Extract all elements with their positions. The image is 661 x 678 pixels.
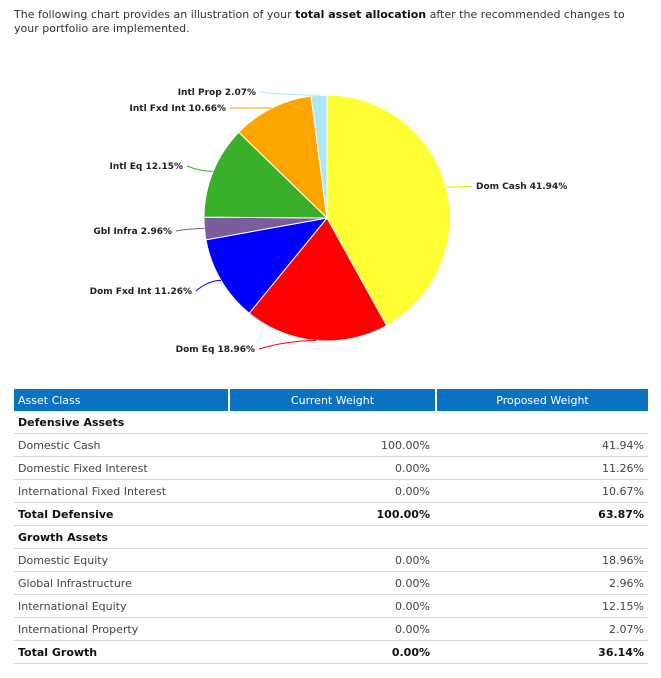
table-row <box>14 480 648 503</box>
table-row <box>14 457 648 480</box>
intro-text <box>14 8 650 36</box>
proposed-weight-cell: 10.67% <box>436 480 648 503</box>
table-header-row <box>14 389 648 411</box>
current-weight-cell: 100.00% <box>229 434 436 457</box>
total-row <box>14 641 648 664</box>
leader-line <box>187 166 213 171</box>
leader-line <box>196 280 221 291</box>
proposed-weight-cell: 36.14% <box>436 641 648 664</box>
proposed-weight-cell: 2.07% <box>436 618 648 641</box>
current-weight-cell: 0.00% <box>229 618 436 641</box>
current-weight-cell: 0.00% <box>229 549 436 572</box>
table-row <box>14 434 648 457</box>
section-row <box>14 411 648 434</box>
leader-line <box>259 341 316 349</box>
current-weight-cell: 0.00% <box>229 480 436 503</box>
intro-before: The following chart provides an illustration of your <box>14 8 296 21</box>
proposed-weight-cell: 12.15% <box>436 595 648 618</box>
asset-class-cell: Defensive Assets <box>14 411 229 434</box>
current-weight-cell: 0.00% <box>229 641 436 664</box>
leader-line <box>260 92 319 95</box>
current-weight-cell: 0.00% <box>229 457 436 480</box>
current-weight-cell: 0.00% <box>229 595 436 618</box>
current-weight-cell <box>229 411 436 434</box>
table-row <box>14 618 648 641</box>
asset-class-cell: Total Defensive <box>14 503 229 526</box>
proposed-weight-cell: 63.87% <box>436 503 648 526</box>
slice-label: Dom Eq 18.96% <box>175 345 255 355</box>
slice-label: Intl Fxd Int 10.66% <box>129 104 226 114</box>
proposed-weight-cell: 2.96% <box>436 572 648 595</box>
slice-label: Dom Cash 41.94% <box>476 182 568 192</box>
current-weight-cell: 100.00% <box>229 503 436 526</box>
allocation-pie-chart <box>0 48 661 378</box>
asset-class-cell: Global Infrastructure <box>14 572 229 595</box>
header-proposed-weight: Proposed Weight <box>436 389 648 411</box>
asset-class-cell: Domestic Cash <box>14 434 229 457</box>
header-current-weight: Current Weight <box>229 389 436 411</box>
proposed-weight-cell: 11.26% <box>436 457 648 480</box>
slice-label: Intl Eq 12.15% <box>109 162 183 172</box>
slice-label: Gbl Infra 2.96% <box>93 227 172 237</box>
table-row <box>14 595 648 618</box>
table-row <box>14 549 648 572</box>
asset-class-cell: Domestic Equity <box>14 549 229 572</box>
asset-class-cell: Total Growth <box>14 641 229 664</box>
asset-class-cell: International Property <box>14 618 229 641</box>
leader-line <box>446 186 472 187</box>
asset-class-cell: International Equity <box>14 595 229 618</box>
intro-bold: total asset allocation <box>295 8 427 21</box>
leader-line <box>176 228 204 231</box>
proposed-weight-cell <box>436 526 648 549</box>
header-asset-class: Asset Class <box>14 389 229 411</box>
intro-after: after the recommended changes to your portfolio are implemented. <box>14 8 625 35</box>
slice-label: Intl Prop 2.07% <box>177 88 256 98</box>
table-row <box>14 572 648 595</box>
asset-class-cell: Growth Assets <box>14 526 229 549</box>
proposed-weight-cell: 18.96% <box>436 549 648 572</box>
total-row <box>14 503 648 526</box>
section-row <box>14 526 648 549</box>
proposed-weight-cell: 41.94% <box>436 434 648 457</box>
allocation-table <box>14 389 648 664</box>
asset-class-cell: International Fixed Interest <box>14 480 229 503</box>
asset-class-cell: Domestic Fixed Interest <box>14 457 229 480</box>
current-weight-cell: 0.00% <box>229 572 436 595</box>
proposed-weight-cell <box>436 411 648 434</box>
slice-label: Dom Fxd Int 11.26% <box>89 287 192 297</box>
current-weight-cell <box>229 526 436 549</box>
